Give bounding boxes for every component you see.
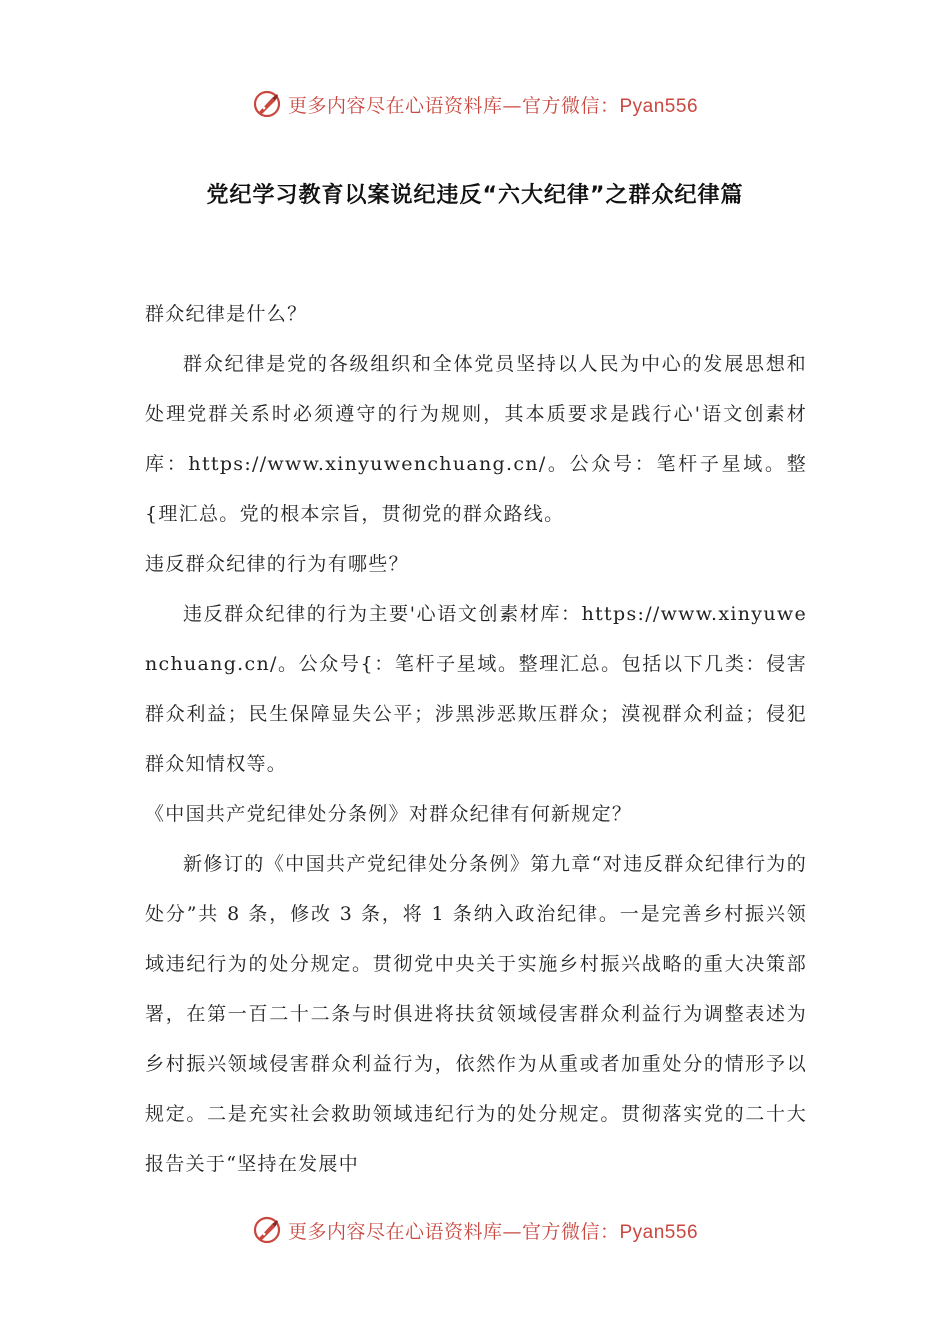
- document-body: [145, 289, 807, 1189]
- header-watermark-banner: [0, 84, 950, 124]
- question-violation-behaviors: 违反群众纪律的行为有哪些？: [145, 553, 409, 575]
- question-new-regulations: 《中国共产党纪律处分条例》对群众纪律有何新规定？: [145, 803, 633, 825]
- question-what-is-mass-discipline: 群众纪律是什么？: [145, 303, 308, 325]
- watermark-label: 更多内容尽在心语资料库—官方微信：: [287, 1220, 620, 1243]
- watermark-text: [288, 1217, 698, 1244]
- document-title: 党纪学习教育以案说纪违反“六大纪律”之群众纪律篇: [206, 183, 744, 208]
- watermark-text: [288, 91, 698, 118]
- pen-nib-logo-icon: [252, 1215, 282, 1245]
- wechat-handle: Pyan556: [619, 1221, 699, 1243]
- pen-nib-logo-icon: [252, 89, 282, 119]
- answer-new-regulations: 新修订的《中国共产党纪律处分条例》第九章“对违反群众纪律行为的处分”共 8 条，修改 3 条，将 1 条纳入政治纪律。一是完善乡村振兴领域违纪行为的处分规定。贯彻党中央关于实施乡村振兴战略的重大决策部署，在第一百二十二条与时俱进将扶贫领域侵害群众利益行为调整表述为乡村振兴领域侵害群众利益行为，依然作为从重或者加重处分的情形予以规定。二是充实社会救助领域违纪行为的处分规定。贯彻落实党的二十大报告关于“坚持在发展中: [145, 853, 807, 1175]
- footer-watermark-banner: [0, 1210, 950, 1250]
- watermark-label: 更多内容尽在心语资料库—官方微信：: [287, 94, 620, 117]
- answer-what-is-mass-discipline: 群众纪律是党的各级组织和全体党员坚持以人民为中心的发展思想和处理党群关系时必须遵守的行为规则，其本质要求是践行心'语文创素材库：https://www.xinyuwenchuang.cn/。公众号：笔杆子星域。整{理汇总。党的根本宗旨，贯彻党的群众路线。: [145, 353, 807, 525]
- answer-violation-behaviors: 违反群众纪律的行为主要'心语文创素材库：https://www.xinyuwenchuang.cn/。公众号{：笔杆子星域。整理汇总。包括以下几类：侵害群众利益；民生保障显失公平；涉黑涉恶欺压群众；漠视群众利益；侵犯群众知情权等。: [145, 603, 807, 775]
- wechat-handle: Pyan556: [619, 95, 699, 117]
